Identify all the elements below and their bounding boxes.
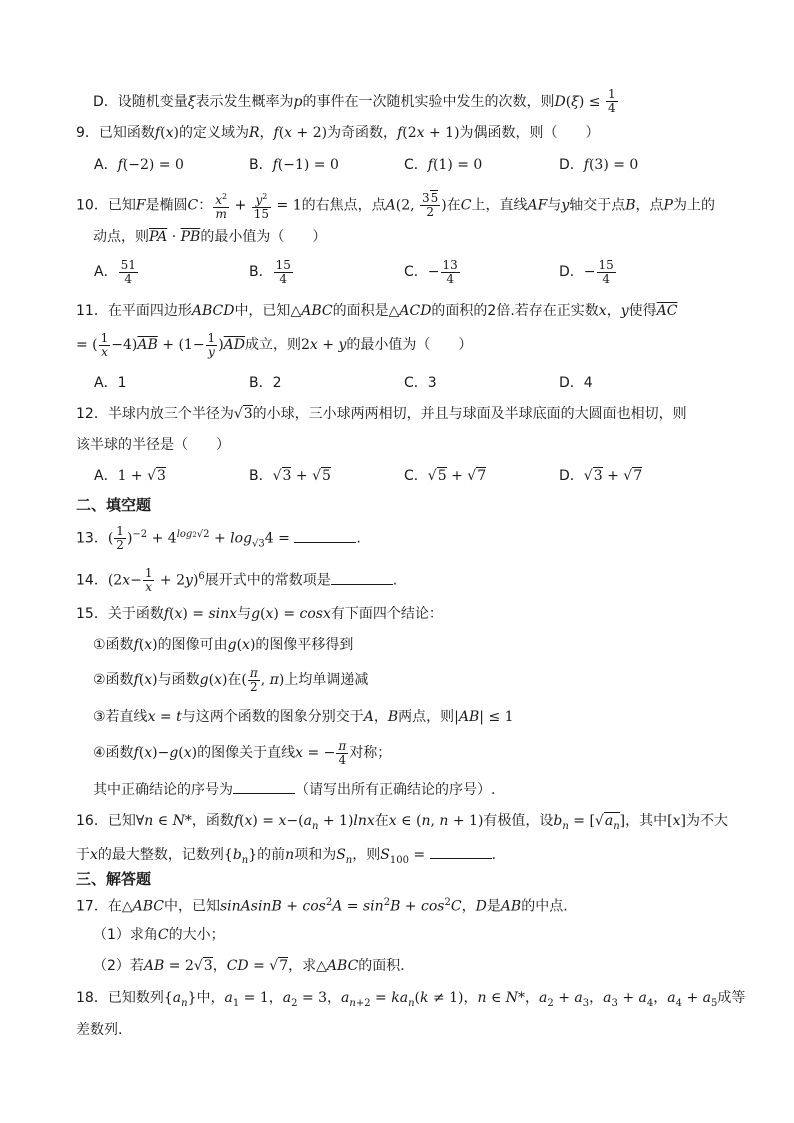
q17-stem: 17．在△ABC中，已知sinAsinB + $\cos^2A = \sin^2B + \cos^2C$，D是AB的中点.: [76, 897, 568, 915]
q9-option-a: A．f(−2) = 0: [94, 157, 184, 173]
q17-part-1: （1）求角C的大小；: [93, 927, 225, 943]
q10-stem-line1: 10．已知F是椭圆C： $\frac{x^2}{m}$ + $\frac{y^2}{15}$ = 1的右焦点，点A(2, $\frac{35}{2}$ )在C上，直线AF与y轴交于点B，点P为上的: [76, 191, 715, 221]
q15-item-1: ①函数f(x)的图像可由g(x)的图像平移得到: [93, 637, 354, 653]
q11-stem-line1: 11．在平面四边形ABCD中，已知△ABC的面积是△ACD的面积的2倍.若存在正实数x，y使得$\overline{AC}$: [76, 303, 678, 319]
q15-item-4: ④函数f(x)−g(x)的图像关于直线x = − $\frac{\pi}{4}$ 对称；: [93, 738, 392, 767]
q10-stem-line2: 动点，则$\overline{PA} \cdot \overline{PB}$的最小值为（ ）: [93, 229, 327, 245]
q12-option-c: C．√5 + √7: [404, 468, 487, 484]
q16-answer-blank[interactable]: [430, 844, 492, 859]
q8-option-d: [93, 88, 619, 115]
q15-item-3: ③若直线x = t与这两个函数的图象分别交于A，B两点，则|AB| ≤ 1: [93, 709, 514, 725]
q15-answer-blank[interactable]: [233, 779, 295, 794]
q18-line1: 18．已知数列$\{a_n\}$中，$a_1 = 1$，$a_2 = 3$，$a_{n+2} = ka_n(k \ne 1)$，n ∈ N*，$a_2 + a_3$，$a_3 + a_4$，$a_4 + a_5$成等: [76, 990, 746, 1009]
q16-line2: 于x的最大整数，记数列$\{b_n\}$的前n项和为$S_n$，则$S_{100}$ = .: [76, 844, 496, 870]
q11-option-b: B．2: [249, 375, 282, 391]
q13-answer-blank[interactable]: [294, 528, 356, 543]
q12-stem-line2: 该半球的半径是（ ）: [76, 437, 230, 453]
q10-option-d: D．− $\frac{15}{4}$: [559, 257, 614, 286]
q17-part-2: （2）若AB = 2√3，CD = √7，求△ABC的面积.: [93, 958, 405, 974]
q11-option-a: A．1: [94, 375, 127, 391]
q14-answer-blank[interactable]: [331, 570, 393, 585]
q9-stem: 9．已知函数f(x)的定义域为R，f(x + 2)为奇函数，f(2x + 1)为偶函数，则（ ）: [76, 125, 600, 141]
section-heading-fill-in: 二、填空题: [76, 496, 152, 514]
q9-option-b: B．f(−1) = 0: [249, 157, 339, 173]
q10-option-c: C．− $\frac{13}{4}$: [404, 257, 458, 286]
q15-stem: 15．关于函数f(x) = sinx与g(x) = cosx有下面四个结论：: [76, 606, 443, 622]
q10-option-a: A． $\frac{51}{4}$: [94, 257, 136, 286]
q15-tail: 其中正确结论的序号为 （请写出所有正确结论的序号）.: [93, 779, 495, 799]
q12-stem-line1: 12．半球内放三个半径为√3的小球，三小球两两相切，并且与球面及半球底面的大圆面也相切，则: [76, 406, 687, 422]
q8-option-d-text: D．设随机变量ξ表示发生概率为p的事件在一次随机实验中发生的次数，则D(ξ) ≤ $\frac{1}{4}$: [93, 87, 616, 115]
q11-option-c: C．3: [404, 375, 437, 391]
q12-option-b: B．√3 + √5: [249, 468, 331, 484]
q12-option-a: A．1 + √3: [94, 468, 166, 484]
q9-option-d: D．f(3) = 0: [559, 157, 639, 173]
q11-option-d: D．4: [559, 375, 593, 391]
q11-stem-line2: = ( $\frac{1}{x}$ $-4)\overline{AB} + (1-$ $\frac{1}{y}$ )$\overline{AD}$成立，则2x + y的最小值为（ ）: [76, 330, 473, 359]
q16-line1: 16．已知∀n ∈ N*，函数$f(x) = x-(a_n + 1)\ln x$在x ∈ (n, n + 1)有极值，设$b_n = [√a_n]$，其中[x]为不大: [76, 813, 728, 832]
q13: 13．( $\frac{1}{2}$ )$^{-2} + 4^{log2√2} + \log_{√3}4$ = .: [76, 524, 361, 553]
q10-option-b: B． $\frac{15}{4}$: [249, 257, 291, 286]
section-heading-solutions: 三、解答题: [76, 870, 152, 888]
q14: 14．(2x− $\frac{1}{x}$ + 2y)$^6$展开式中的常数项是 .: [76, 566, 398, 595]
q9-option-c: C．f(1) = 0: [404, 157, 483, 173]
q12-option-d: D．√3 + √7: [559, 468, 643, 484]
q18-line2: 差数列.: [76, 1022, 123, 1038]
q15-item-2: ②函数f(x)与函数g(x)在( $\frac{\pi}{2}$ , π)上均单调递减: [93, 665, 369, 694]
